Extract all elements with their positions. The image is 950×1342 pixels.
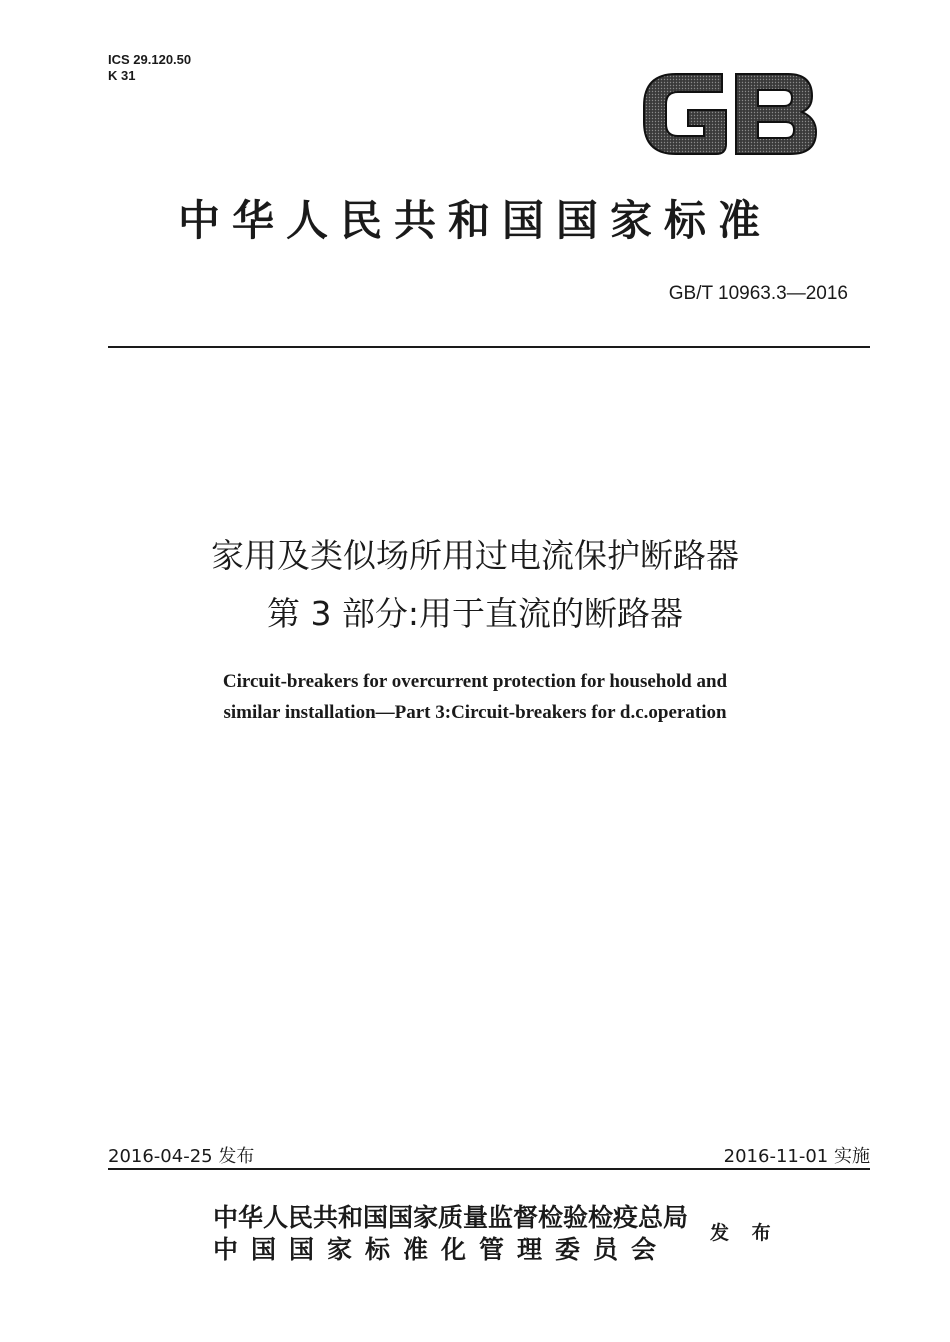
standard-number: GB/T 10963.3—2016 bbox=[668, 283, 848, 304]
ics-code: ICS 29.120.50 bbox=[108, 52, 192, 67]
chinese-title-line-1: 家用及类似场所用过电流保护断路器 bbox=[211, 536, 739, 575]
issue-date: 2016-04-25 发布 bbox=[108, 1146, 255, 1167]
bottom-divider bbox=[108, 1168, 870, 1170]
issuer-line-2: 中国国家标准化管理委员会 bbox=[213, 1235, 670, 1264]
english-title-line-1: Circuit-breakers for overcurrent protection for household and bbox=[222, 671, 728, 692]
logo-text: GB bbox=[636, 66, 638, 67]
top-divider bbox=[108, 346, 870, 348]
chinese-title-line-2: 第 3 部分:用于直流的断路器 bbox=[266, 594, 684, 633]
english-title-line-2: similar installation—Part 3:Circuit-breakers for d.c.operation bbox=[223, 702, 727, 723]
issuer-line-1: 中华人民共和国国家质量监督检验检疫总局 bbox=[213, 1203, 689, 1232]
ccs-code: K 31 bbox=[108, 68, 136, 83]
standard-category-title: 中华人民共和国国家标准 bbox=[177, 196, 772, 245]
logo-letter-b bbox=[736, 74, 816, 154]
logo-letter-g bbox=[644, 74, 726, 154]
gb-logo bbox=[636, 66, 822, 162]
implementation-date: 2016-11-01 实施 bbox=[723, 1146, 870, 1167]
publish-label: 发 布 bbox=[710, 1222, 779, 1244]
classification-codes bbox=[108, 52, 191, 84]
